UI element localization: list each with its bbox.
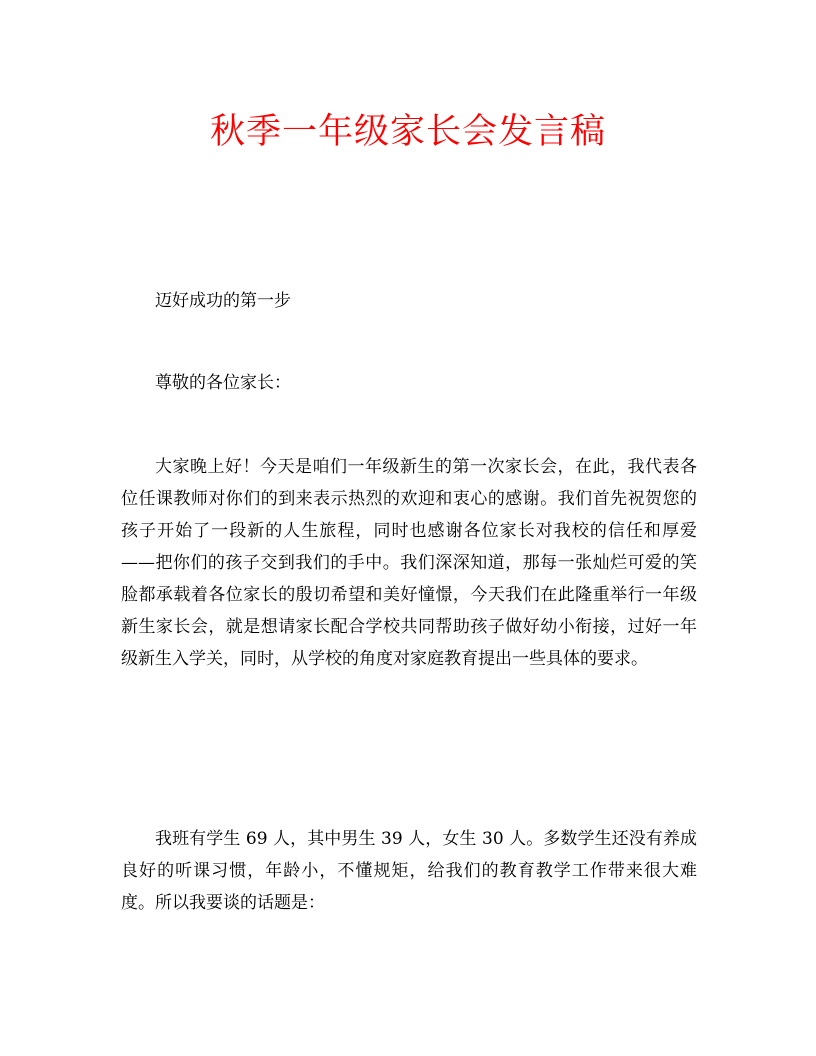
paragraph-subtitle: 迈好成功的第一步 [155, 291, 291, 311]
paragraph-body-1: 大家晚上好！今天是咱们一年级新生的第一次家长会，在此，我代表各位任课教师对你们的到来表示热烈的欢迎和衷心的感谢。我们首先祝贺您的孩子开始了一段新的人生旅程，同时也感谢各位家长对我校的信任和厚爱——把你们的孩子交到我们的手中。我们深深知道，那每一张灿烂可爱的笑脸都承载着各位家长的殷切希望和美好憧憬，今天我们在此隆重举行一年级新生家长会，就是想请家长配合学校共同帮助孩子做好幼小衔接，过好一年级新生入学关，同时，从学校的角度对家庭教育提出一些具体的要求。 [121, 457, 697, 669]
document-title: 秋季一年级家长会发言稿 [209, 112, 606, 152]
paragraph-body-2: 我班有学生 69 人，其中男生 39 人，女生 30 人。多数学生还没有养成良好的听课习惯，年龄小，不懂规矩，给我们的教育教学工作带来很大难度。所以我要谈的话题是： [121, 829, 697, 913]
paragraph-salutation: 尊敬的各位家长： [155, 373, 291, 393]
